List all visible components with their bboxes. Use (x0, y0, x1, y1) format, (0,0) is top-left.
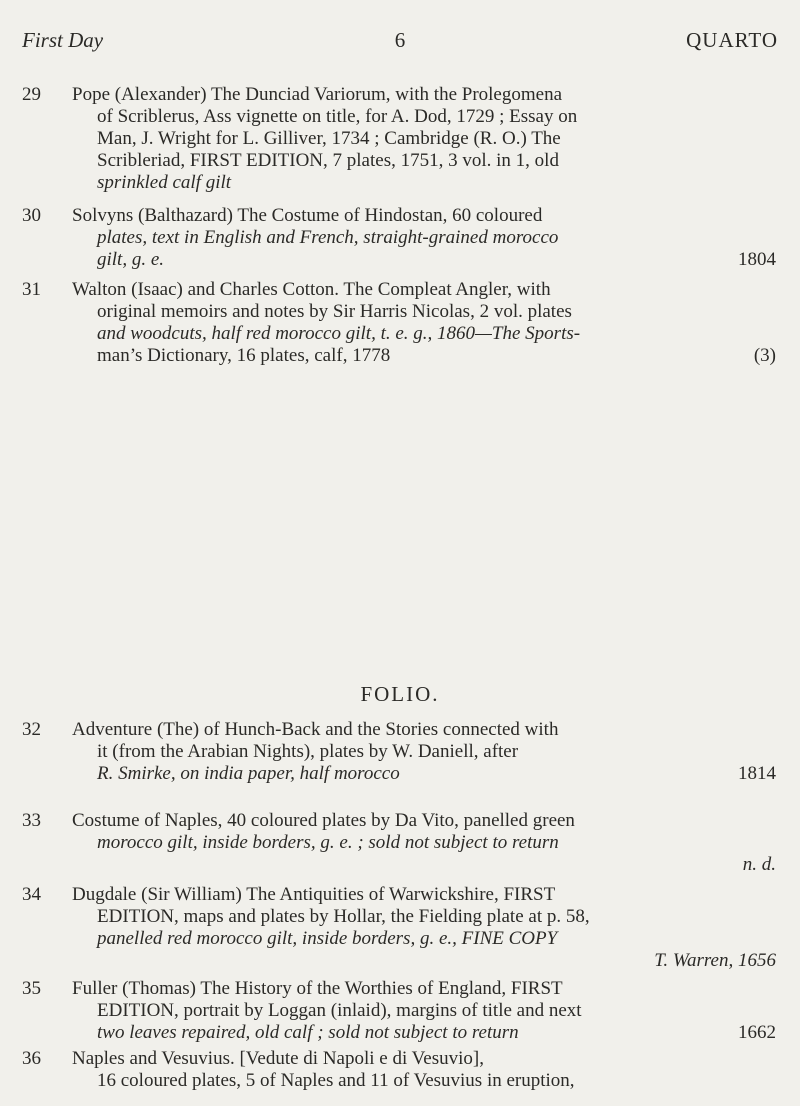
lot-number: 35 (22, 978, 41, 999)
lot-description (72, 719, 776, 785)
lot-line: and woodcuts, half red morocco gilt, t. e. g., 1860—The Sports- (97, 323, 581, 344)
lot-date: 1804 (738, 249, 776, 270)
lot-number: 36 (22, 1048, 41, 1069)
page-header (22, 28, 778, 54)
lot-description (72, 84, 776, 194)
lot-line: Costume of Naples, 40 coloured plates by Da Vito, panelled green (72, 810, 575, 831)
header-format: QUARTO (686, 28, 778, 52)
lot-line: Adventure (The) of Hunch-Back and the Stories connected with (72, 719, 559, 740)
lot-line: morocco gilt, inside borders, g. e. ; sold not subject to return (97, 832, 559, 853)
lot-description (72, 279, 776, 367)
lot-line: Dugdale (Sir William) The Antiquities of Warwickshire, FIRST (72, 884, 556, 905)
lot-line: 16 coloured plates, 5 of Naples and 11 of Vesuvius in eruption, (97, 1070, 575, 1091)
lot-description (72, 884, 776, 972)
page-number: 6 (394, 28, 406, 52)
lot-line: original memoirs and notes by Sir Harris Nicolas, 2 vol. plates (97, 301, 572, 322)
lot-line: panelled red morocco gilt, inside borders, g. e., FINE COPY (97, 928, 558, 949)
lot-count: (3) (753, 345, 776, 366)
lot-number: 31 (22, 279, 41, 300)
section-heading-folio: FOLIO. (360, 682, 440, 706)
lot-entry (22, 719, 776, 785)
header-day: First Day (22, 28, 104, 52)
lot-line: two leaves repaired, old calf ; sold not subject to return (97, 1022, 519, 1043)
lot-description (72, 205, 776, 271)
lot-entry (22, 205, 776, 271)
lot-entry (22, 884, 776, 972)
lot-number: 32 (22, 719, 41, 740)
lot-line: of Scriblerus, Ass vignette on title, for A. Dod, 1729 ; Essay on (97, 106, 578, 127)
lot-entry (22, 810, 776, 876)
lot-description (72, 1048, 776, 1092)
lot-entry (22, 978, 776, 1044)
lot-line: EDITION, portrait by Loggan (inlaid), margins of title and next (97, 1000, 582, 1021)
lot-number: 30 (22, 205, 41, 226)
lot-number: 34 (22, 884, 41, 905)
lot-line: sprinkled calf gilt (97, 172, 232, 193)
lot-imprint: T. Warren, 1656 (654, 950, 776, 971)
lot-line: Solvyns (Balthazard) The Costume of Hindostan, 60 coloured (72, 205, 543, 226)
lot-line: man’s Dictionary, 16 plates, calf, 1778 (97, 345, 391, 366)
lot-entry (22, 84, 776, 194)
lot-number: 33 (22, 810, 41, 831)
lot-line: Fuller (Thomas) The History of the Worthies of England, FIRST (72, 978, 563, 999)
lot-entry (22, 279, 776, 367)
lot-line: gilt, g. e. (97, 249, 165, 270)
lot-date: 1814 (738, 763, 776, 784)
lot-line: Pope (Alexander) The Dunciad Variorum, with the Prolegomena (72, 84, 563, 105)
lot-line: plates, text in English and French, straight-grained morocco (97, 227, 559, 248)
lot-line: R. Smirke, on india paper, half morocco (97, 763, 400, 784)
lot-number: 29 (22, 84, 41, 105)
lot-line: it (from the Arabian Nights), plates by W. Daniell, after (97, 741, 519, 762)
lot-line: Scribleriad, FIRST EDITION, 7 plates, 1751, 3 vol. in 1, old (97, 150, 559, 171)
lot-date: 1662 (738, 1022, 776, 1043)
lot-line: Walton (Isaac) and Charles Cotton. The Compleat Angler, with (72, 279, 551, 300)
lot-description (72, 810, 776, 876)
lot-entry (22, 1048, 776, 1092)
lot-date: n. d. (742, 854, 776, 875)
lot-description (72, 978, 776, 1044)
lot-line: Naples and Vesuvius. [Vedute di Napoli e di Vesuvio], (72, 1048, 484, 1069)
lot-line: Man, J. Wright for L. Gilliver, 1734 ; Cambridge (R. O.) The (97, 128, 561, 149)
lot-line: EDITION, maps and plates by Hollar, the Fielding plate at p. 58, (97, 906, 590, 927)
